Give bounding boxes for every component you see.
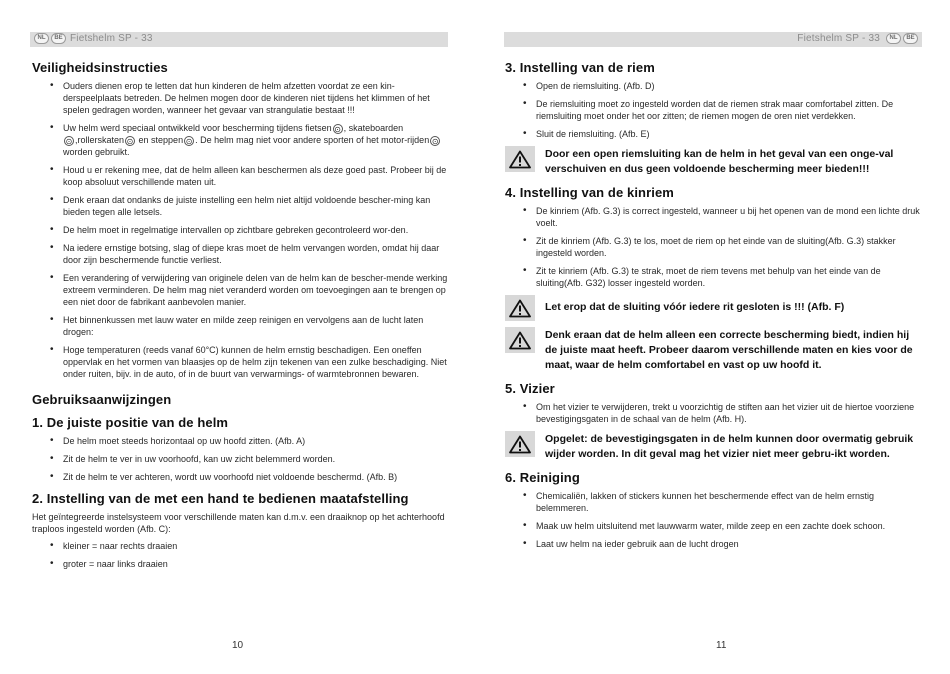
section-6-title: 6. Reiniging xyxy=(505,470,580,485)
left-page xyxy=(32,60,450,576)
section-2-text: Het geïntegreerde instelsysteem voor verschillende maten kan d.m.v. een draaiknop op het achterhoofd traploos ingesteld worden (Afb. C): xyxy=(32,512,445,534)
list-item: • Het binnenkussen met lauw water en milde zeep reinigen en vervolgens aan de lucht laten drogen: xyxy=(32,314,450,338)
header-title-right: Fietshelm SP - 33 xyxy=(797,33,880,44)
list-item: • Denk eraan dat ondanks de juiste instelling een helm niet altijd voldoende bescher-ming kan bieden tegen alle letsels. xyxy=(32,194,450,218)
warning-text: Let erop dat de sluiting vóór iedere rit gesloten is !!! (Afb. F) xyxy=(545,301,845,313)
list-item: • De helm moet steeds horizontaal op uw hoofd zitten. (Afb. A) xyxy=(32,435,450,447)
warning-box xyxy=(505,295,921,321)
list-item: • Houd u er rekening mee, dat de helm alleen kan beschermen als deze goed past. Probeer bij de koop absoluut verschillende maten uit. xyxy=(32,164,450,188)
list-item: • Ouders dienen erop te letten dat hun kinderen de helm afzetten voordat ze een kin-derspeelplaats betreden. De helmen mogen door de kinderen niet tijdens het klimmen of het spelen gedragen worden, wanneer het gevaar van strangulatie bestaat !!! xyxy=(32,80,450,116)
warning-text: Opgelet: de bevestigingsgaten in de helm kunnen door overmatig gebruik wijder worden. In dit geval mag het vizier niet meer gebru-ikt worden. xyxy=(545,433,914,460)
page-number-right: 11 xyxy=(716,640,727,651)
list-item: • De riemsluiting moet zo ingesteld worden dat de riemen strak maar comfortabel zitten. De riemsluiting moet onder het oor zitten; de riemen mogen de oren niet verdekken. xyxy=(505,98,921,122)
safety-title: Veiligheidsinstructies xyxy=(32,60,168,75)
list-item: • Laat uw helm na ieder gebruik aan de lucht drogen xyxy=(505,538,921,550)
page-number-left: 10 xyxy=(232,640,244,651)
section-1-title: 1. De juiste positie van de helm xyxy=(32,415,229,430)
list-item: • Maak uw helm uitsluitend met lauwwarm water, milde zeep en een zachte doek schoon. xyxy=(505,520,921,532)
section-3-title: 3. Instelling van de riem xyxy=(505,60,655,75)
header-bar-left xyxy=(30,32,448,47)
warning-text: Door een open riemsluiting kan de helm in het geval van een onge-val verschuiven en dus geen voldoende bescherming meer bieden!!! xyxy=(545,148,894,175)
list-item: • Chemicaliën, lakken of stickers kunnen het beschermende effect van de helm ernstig belemmeren. xyxy=(505,490,921,514)
list-item: • Sluit de riemsluiting. (Afb. E) xyxy=(505,128,921,140)
safety-list xyxy=(32,80,450,380)
list-item: • Zit te kinriem (Afb. G.3) te strak, moet de riem tevens met behulp van het einde van de sluiting(Afb. G32) losser ingesteld worden. xyxy=(505,265,921,289)
badge-nl: NL xyxy=(34,33,49,44)
list-item: • Na iedere ernstige botsing, slag of diepe kras moet de helm vervangen worden, omdat hij daar door zijn beschermende functie verliest. xyxy=(32,242,450,266)
list-item: • De kinriem (Afb. G.3) is correct ingesteld, wanneer u bij het openen van de mond een lichte druk voelt. xyxy=(505,205,921,229)
bicycle-icon: ⊙ xyxy=(334,125,341,134)
list-item: • Hoge temperaturen (reeds vanaf 60°C) kunnen de helm ernstig beschadigen. Een oneffen oppervlak en het vormen van blaasjes op de helm zijn tekenen van een zulke beschadiging. Niet onder ruiten, bijv. in de auto, of in de buurt van verwarmings- of warmtebronnen bewaren. xyxy=(32,344,450,380)
badge-nl: NL xyxy=(886,33,901,44)
list-item: • Zit de helm te ver achteren, wordt uw voorhoofd niet voldoende beschermd. (Afb. B) xyxy=(32,471,450,483)
skateboard-icon: ⊙ xyxy=(65,137,73,146)
badge-be: BE xyxy=(51,33,66,44)
section-1-list xyxy=(32,435,450,483)
section-4-title: 4. Instelling van de kinriem xyxy=(505,185,674,200)
section-5-list xyxy=(505,401,921,425)
list-item: • groter = naar links draaien xyxy=(32,558,450,570)
section-5-title: 5. Vizier xyxy=(505,381,555,396)
badge-be: BE xyxy=(903,33,918,44)
list-item-sports: • Uw helm werd speciaal ontwikkeld voor bescherming tijdens fietsen ⊙ , skateboarden ⊙ ,rollerskaten ⊙ en steppen ⊙ . De helm mag niet voor andere sporten of het motor-rijden ⊙ worden gebruikt. xyxy=(32,122,450,158)
list-item: • Open de riemsluiting. (Afb. D) xyxy=(505,80,921,92)
rollerskate-icon: ⊙ xyxy=(126,137,134,146)
warning-text: Denk eraan dat de helm alleen een correcte bescherming biedt, indien hij de juiste maat heeft. Probeer daarom verschillende maten en kies voor de maat, waar de helm comfortabel en vast op uw hoofd it. xyxy=(545,329,913,371)
list-item: • Zit de kinriem (Afb. G.3) te los, moet de riem op het einde van de sluiting(Afb. G.3) stakker ingesteld worden. xyxy=(505,235,921,259)
list-item: • Een verandering of verwijdering van originele delen van de helm kan de bescher-mende werking extreem verminderen. De helm mag niet veranderd worden om toevoegingen aan te brengen op een niet door de fabrikant aanbevolen manier. xyxy=(32,272,450,308)
warning-icon xyxy=(505,327,535,353)
country-badges-left xyxy=(34,33,66,44)
warning-icon xyxy=(505,295,535,321)
section-2-list xyxy=(32,540,450,570)
section-4-list xyxy=(505,205,921,289)
list-item: • Om het vizier te verwijderen, trekt u voorzichtig de stiften aan het vizier uit de hiertoe voorziene bevestigingsgaten in de schaal van de helm (Afb. H). xyxy=(505,401,921,425)
header-bar-right xyxy=(504,32,922,47)
usage-title: Gebruiksaanwijzingen xyxy=(32,392,172,407)
scooter-icon: ⊙ xyxy=(185,137,193,146)
motorcycle-icon: ⊙ xyxy=(431,137,439,146)
warning-box xyxy=(505,327,921,373)
warning-icon xyxy=(505,431,535,457)
list-item: • kleiner = naar rechts draaien xyxy=(32,540,450,552)
warning-box xyxy=(505,431,921,462)
right-page xyxy=(505,60,921,556)
list-item: • De helm moet in regelmatige intervallen op zichtbare gebreken gecontroleerd wor-den. xyxy=(32,224,450,236)
warning-icon xyxy=(505,146,535,172)
section-2-title: 2. Instelling van de met een hand te bedienen maatafstelling xyxy=(32,491,409,506)
country-badges-right xyxy=(886,33,918,44)
list-item: • Zit de helm te ver in uw voorhoofd, kan uw zicht belemmerd worden. xyxy=(32,453,450,465)
warning-box xyxy=(505,146,921,177)
header-title-left: Fietshelm SP - 33 xyxy=(70,33,153,44)
section-3-list xyxy=(505,80,921,140)
section-6-list xyxy=(505,490,921,550)
